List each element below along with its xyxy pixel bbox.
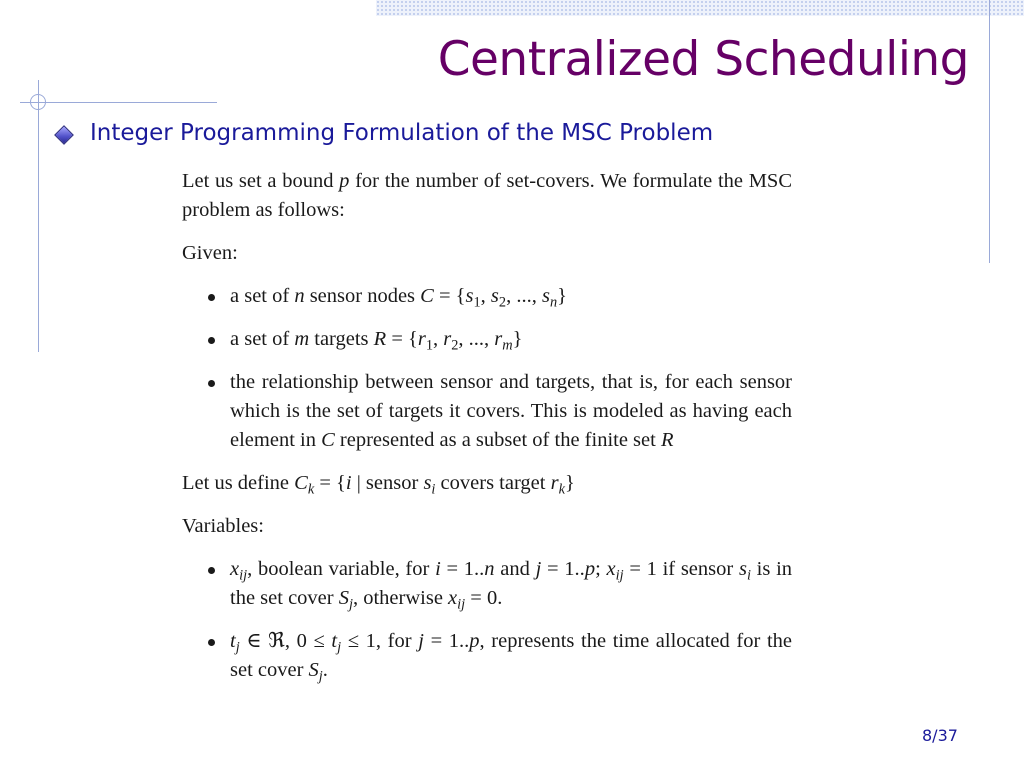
define-text: } [564,472,575,494]
variable-var: j [535,558,542,580]
variable-text: = 1.. [423,630,470,652]
bullet-dot-icon [208,567,215,574]
define-text: = { [314,472,346,494]
define-var: s [423,472,432,494]
variable-var: S [308,659,319,681]
given-item [182,368,792,455]
variable-var: t [230,630,236,652]
given-item-close: } [557,285,567,307]
given-item-text: targets [309,328,374,350]
define-text: covers target [435,472,551,494]
given-item-elem: r [443,328,452,350]
given-label: Given: [182,242,238,264]
given-item-var: R [660,429,674,451]
given-item-comma: , [480,285,491,307]
variable-text: . [322,659,328,681]
variable-var: t [331,630,338,652]
define-var: i [345,472,352,494]
variable-text: = 1 if sensor [623,558,739,580]
variable-var: n [484,558,495,580]
variable-var: x [606,558,616,580]
define-text: | sensor [351,472,424,494]
bullet-dot-icon [208,380,215,387]
variable-var: x [448,587,458,609]
top-decorative-band [376,0,1024,16]
variable-var: x [230,558,240,580]
variable-text: = 1.. [541,558,585,580]
page-number: 8/37 [922,726,958,745]
variable-sub: j [318,668,323,685]
variable-sub: j [348,596,353,613]
variable-var: p [469,630,480,652]
define-var: r [550,472,559,494]
variable-var: i [435,558,441,580]
define-text: Let us define [182,472,295,494]
given-item-var: C [321,429,335,451]
given-item-text: sensor nodes [304,285,421,307]
variable-sub: j [235,639,240,656]
variable-var: s [738,558,747,580]
variable-sub: ij [239,567,248,584]
variable-text: = 1.. [440,558,485,580]
variable-var: S [338,587,349,609]
left-horizontal-rule [20,102,217,103]
variable-var: p [584,558,596,580]
variable-text: and [494,558,536,580]
variable-sub: j [337,639,342,656]
variable-item [182,627,792,685]
given-item-text: the relationship between sensor and targets, that is, for each sensor which is the set of targets it covers. This is modeled as having each element in [230,371,792,451]
variable-text: , represents the time allocated for the set cover [230,630,793,681]
variable-item [182,555,792,613]
given-item-sub: 2 [498,294,507,311]
given-item-comma: , ..., [506,285,542,307]
variable-text: , otherwise [352,587,449,609]
define-sub: k [558,481,565,498]
diamond-bullet-icon [54,125,74,145]
bullet-dot-icon [208,294,215,301]
given-item-text: a set of [230,328,295,350]
variable-text: ∈ ℜ, 0 ≤ [239,630,332,652]
variable-text: ≤ 1, for [341,630,419,652]
given-item-elem: r [417,328,426,350]
right-vertical-rule [989,0,990,263]
variable-sub: ij [457,596,466,613]
intro-text-b: for the number of set-covers. We formulate the MSC problem as follows: [182,170,793,221]
variable-sub: i [746,567,751,584]
given-item-set: C [420,285,434,307]
given-item-sub: 1 [473,294,481,311]
intro-var-p: p [339,170,350,192]
variable-text: = 0. [465,587,503,609]
given-item-sub: 2 [451,337,459,354]
given-item-var: n [294,285,305,307]
given-item [182,282,792,311]
given-item-eq: = { [386,328,418,350]
variable-sub: ij [615,567,624,584]
variable-text: , boolean variable, for [247,558,436,580]
define-var: C [294,472,308,494]
given-item-elem: s [490,285,499,307]
given-item-elem: s [541,285,550,307]
given-item-set: R [373,328,387,350]
define-paragraph [182,469,792,498]
given-item-var: m [294,328,310,350]
bullet-dot-icon [208,337,215,344]
given-item-comma: , ..., [458,328,495,350]
given-item [182,325,792,354]
given-item-text: a set of [230,285,295,307]
given-item-text: represented as a subset of the finite set [334,429,661,451]
slide-title: Centralized Scheduling [437,32,969,87]
slide-body [182,167,792,685]
intro-text-a: Let us set a bound [182,170,340,192]
variable-text: ; [595,558,607,580]
given-item-sub: 1 [425,337,434,354]
variable-text: is in the set cover [230,558,793,609]
given-item-close: } [512,328,523,350]
slide-subtitle: Integer Programming Formulation of the MSC Problem [90,120,714,146]
given-item-elem: r [494,328,503,350]
variables-label: Variables: [182,515,264,537]
given-item-elem: s [465,285,474,307]
given-item-eq: = { [433,285,466,307]
given-item-comma: , [433,328,444,350]
left-vertical-rule [38,80,39,352]
bullet-dot-icon [208,639,215,646]
corner-circle-ornament [30,94,46,110]
given-item-sub: m [502,337,513,354]
define-sub: i [431,481,436,498]
given-item-sub: n [549,294,558,311]
intro-paragraph [182,167,792,225]
define-sub: k [307,481,315,498]
variable-var: j [418,630,424,652]
